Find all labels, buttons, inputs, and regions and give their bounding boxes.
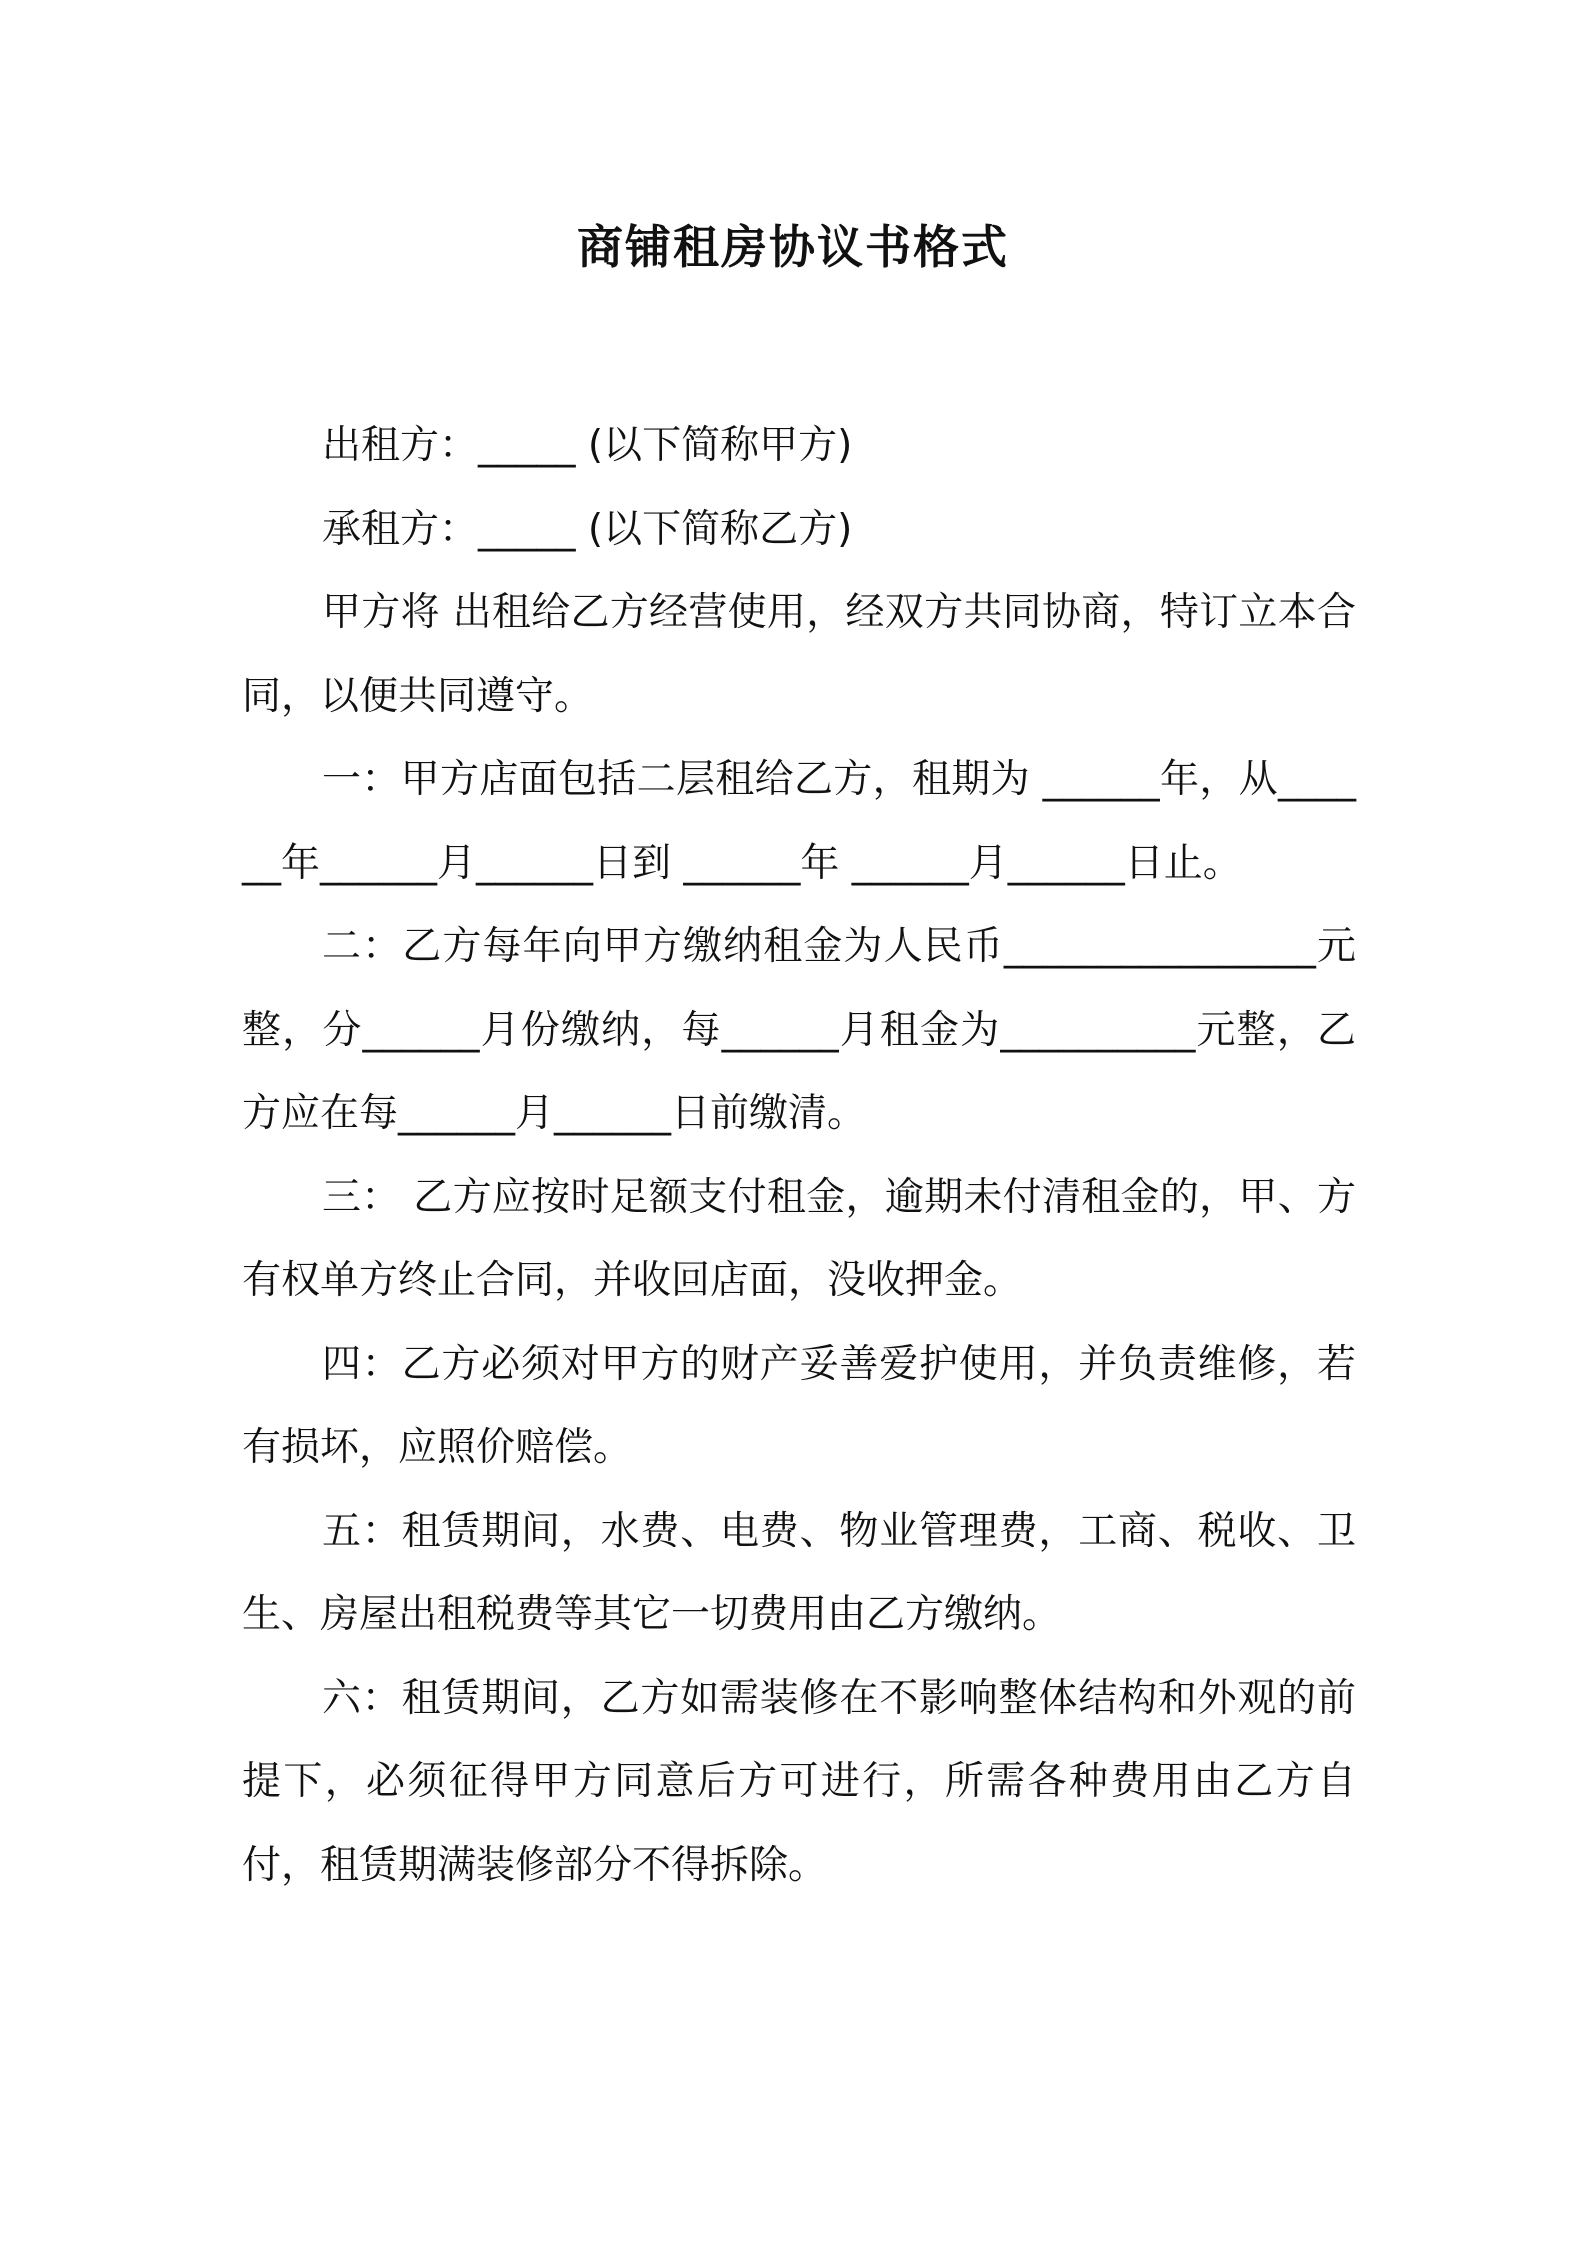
lessee-line: 承租方：_____ (以下简称乙方) [322,506,853,552]
clause-5: 五：租赁期间，水费、电费、物业管理费，工商、税收、卫生、房屋出租税费等其它一切费用由乙方缴纳。 [242,1508,1356,1637]
lessor-line: 出租方：_____ (以下简称甲方) [322,423,853,468]
document-title: 商铺租房协议书格式 [577,220,1009,274]
clause-6: 六：租赁期间，乙方如需装修在不影响整体结构和外观的前提下，必须征得甲方同意后方可进行，所需各种费用由乙方自付，租赁期满装修部分不得拆除。 [242,1675,1356,1888]
clause-1: 一：甲方店面包括二层租给乙方，租期为 ______年，从______年______月______日到 ______年 ______月______日止。 [242,757,1356,886]
clause-4: 四：乙方必须对甲方的财产妥善爱护使用，并负责维修，若有损坏，应照价赔偿。 [242,1341,1356,1470]
clause-2: 二：乙方每年向甲方缴纳租金为人民币________________元整，分______月份缴纳，每______月租金为__________元整，乙方应在每______月______日前缴清。 [242,924,1356,1136]
intro-paragraph: 甲方将 出租给乙方经营使用，经双方共同协商，特订立本合同，以便共同遵守。 [242,590,1356,719]
clause-3: 三： 乙方应按时足额支付租金，逾期未付清租金的，甲、方有权单方终止合同，并收回店面，没收押金。 [242,1174,1356,1303]
document-body [242,404,1356,1907]
